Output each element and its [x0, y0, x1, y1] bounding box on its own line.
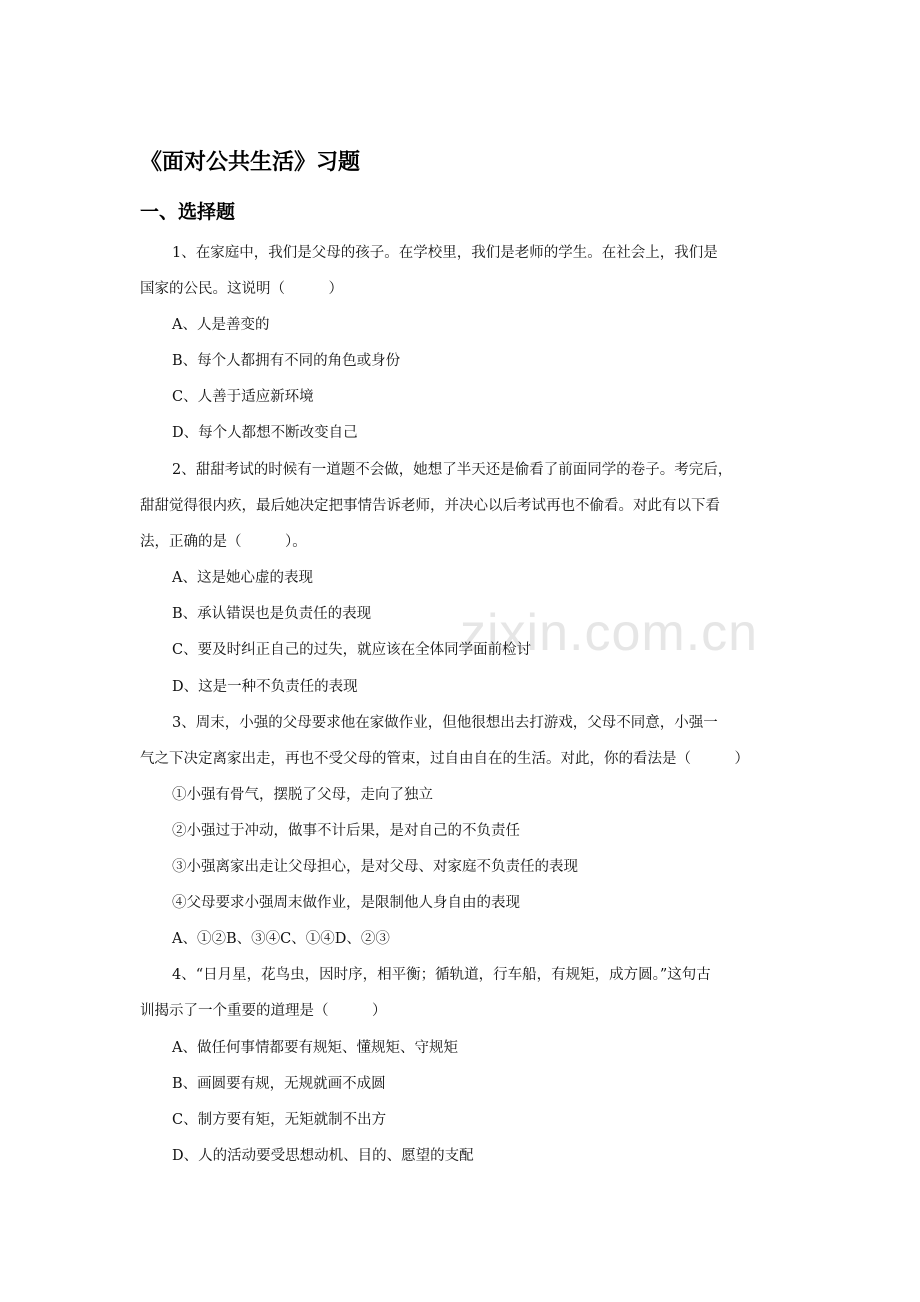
question-1-option-a: A、人是善变的 — [172, 317, 270, 333]
section-heading: 一、选择题 — [140, 201, 236, 223]
question-3-choices: A、①②B、③④C、①④D、②③ — [172, 931, 390, 947]
watermark: zixin.com.cn — [460, 604, 759, 662]
question-4-line-2: 训揭示了一个重要的道理是（ ） — [140, 1003, 387, 1019]
question-2-line-2: 甜甜觉得很内疚，最后她决定把事情告诉老师，并决心以后考试再也不偷看。对此有以下看 — [140, 498, 720, 514]
question-3-statement-1: ①小强有骨气，摆脱了父母，走向了独立 — [172, 787, 433, 803]
question-2-line-3: 法，正确的是（ ）。 — [140, 534, 307, 550]
question-2-line-1: 2、甜甜考试的时候有一道题不会做，她想了半天还是偷看了前面同学的卷子。考完后， — [172, 462, 733, 478]
question-3-line-2: 气之下决定离家出走，再也不受父母的管束，过自由自在的生活。对此，你的看法是（ ） — [140, 751, 749, 767]
question-1-option-d: D、每个人都想不断改变自己 — [172, 425, 358, 441]
question-4-option-c: C、制方要有矩，无矩就制不出方 — [172, 1112, 387, 1128]
question-2-option-c: C、要及时纠正自己的过失，就应该在全体同学面前检讨 — [172, 642, 532, 658]
question-3-line-1: 3、周末，小强的父母要求他在家做作业，但他很想出去打游戏，父母不同意，小强一 — [172, 715, 718, 731]
question-4-option-a: A、做任何事情都要有规矩、懂规矩、守规矩 — [172, 1040, 458, 1056]
question-2-option-b: B、承认错误也是负责任的表现 — [172, 606, 372, 622]
question-1-option-c: C、人善于适应新环境 — [172, 389, 314, 405]
question-4-option-b: B、画圆要有规，无规就画不成圆 — [172, 1076, 386, 1092]
question-2-option-a: A、这是她心虚的表现 — [172, 570, 313, 586]
question-4-option-d: D、人的活动要受思想动机、目的、愿望的支配 — [172, 1148, 474, 1164]
question-3-statement-3: ③小强离家出走让父母担心，是对父母、对家庭不负责任的表现 — [172, 859, 578, 875]
question-4-line-1: 4、“日月星，花鸟虫，因时序，相平衡；循轨道，行车船，有规矩，成方圆。”这句古 — [172, 967, 711, 983]
question-1-line-2: 国家的公民。这说明（ ） — [140, 281, 343, 297]
question-1-option-b: B、每个人都拥有不同的角色或身份 — [172, 353, 401, 369]
document-title: 《面对公共生活》习题 — [140, 150, 361, 175]
question-3-statement-2: ②小强过于冲动，做事不计后果，是对自己的不负责任 — [172, 823, 520, 839]
question-1-line-1: 1、在家庭中，我们是父母的孩子。在学校里，我们是老师的学生。在社会上，我们是 — [172, 245, 718, 261]
question-2-option-d: D、这是一种不负责任的表现 — [172, 679, 358, 695]
question-3-statement-4: ④父母要求小强周末做作业，是限制他人身自由的表现 — [172, 895, 520, 911]
